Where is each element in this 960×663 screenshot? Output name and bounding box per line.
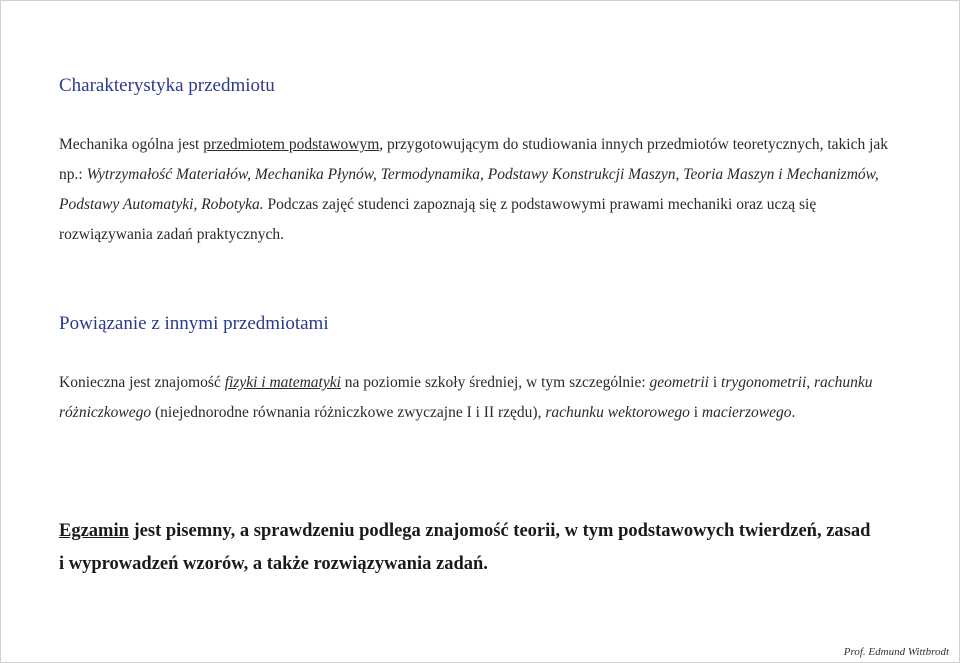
characteristics-paragraph — [59, 130, 904, 250]
italic-subject-list: Wytrzymałość Materiałów, Mechanika Płynów, Termodynamika, Podstawy Konstrukcji Maszyn, Teoria Maszyn i Mechanizmów, Podstawy Automatyki, Robotyka. — [59, 166, 879, 213]
related-paragraph — [59, 368, 899, 428]
text: i — [689, 404, 702, 421]
text: (niejednorodne równania różniczkowe zwyczajne I i II rzędu), — [151, 404, 546, 421]
exam-paragraph-block — [59, 515, 879, 581]
text: Konieczna jest znajomość — [59, 374, 225, 391]
heading-related-subjects: Powiązanie z innymi przedmiotami — [59, 313, 329, 334]
text: , przygotowującym do studiowania innych przedmiotów teoretycznych, takich jak np.: — [59, 136, 889, 183]
text: Mechanika ogólna jest — [59, 136, 204, 153]
characteristics-paragraph-block — [59, 130, 904, 250]
italic-matrix: macierzowego — [701, 404, 792, 421]
footer-author: Prof. Edmund Wittbrodt — [843, 646, 949, 658]
underlined-term-basic-subject: przedmiotem podstawowym — [203, 136, 380, 153]
heading-characteristics: Charakterystyka przedmiotu — [59, 75, 275, 96]
text: . — [791, 404, 796, 421]
related-paragraph-block — [59, 368, 899, 428]
text: i — [708, 374, 722, 391]
italic-vector: rachunku wektorowego — [545, 404, 690, 421]
italic-trig-calculus: trygonometrii, rachunku różniczkowego — [59, 374, 873, 421]
exam-paragraph — [59, 515, 879, 581]
underlined-term-physics-math: fizyki i matematyki — [224, 374, 341, 391]
underlined-exam-word: Egzamin — [59, 521, 129, 541]
text: Podczas zajęć studenci zapoznają się z podstawowymi prawami mechaniki oraz uczą się rozwiązywania zadań praktycznych. — [59, 196, 817, 243]
text: jest pisemny, a sprawdzeniu podlega znajomość teorii, w tym podstawowych twierdzeń, zasad i wyprowadzeń wzorów, a także rozwiązywania zadań. — [59, 521, 871, 574]
italic-geometry: geometrii — [649, 374, 709, 391]
section-related-subjects — [59, 313, 909, 335]
text: na poziomie szkoły średniej, w tym szczególnie: — [340, 374, 650, 391]
section-characteristics — [59, 75, 909, 97]
